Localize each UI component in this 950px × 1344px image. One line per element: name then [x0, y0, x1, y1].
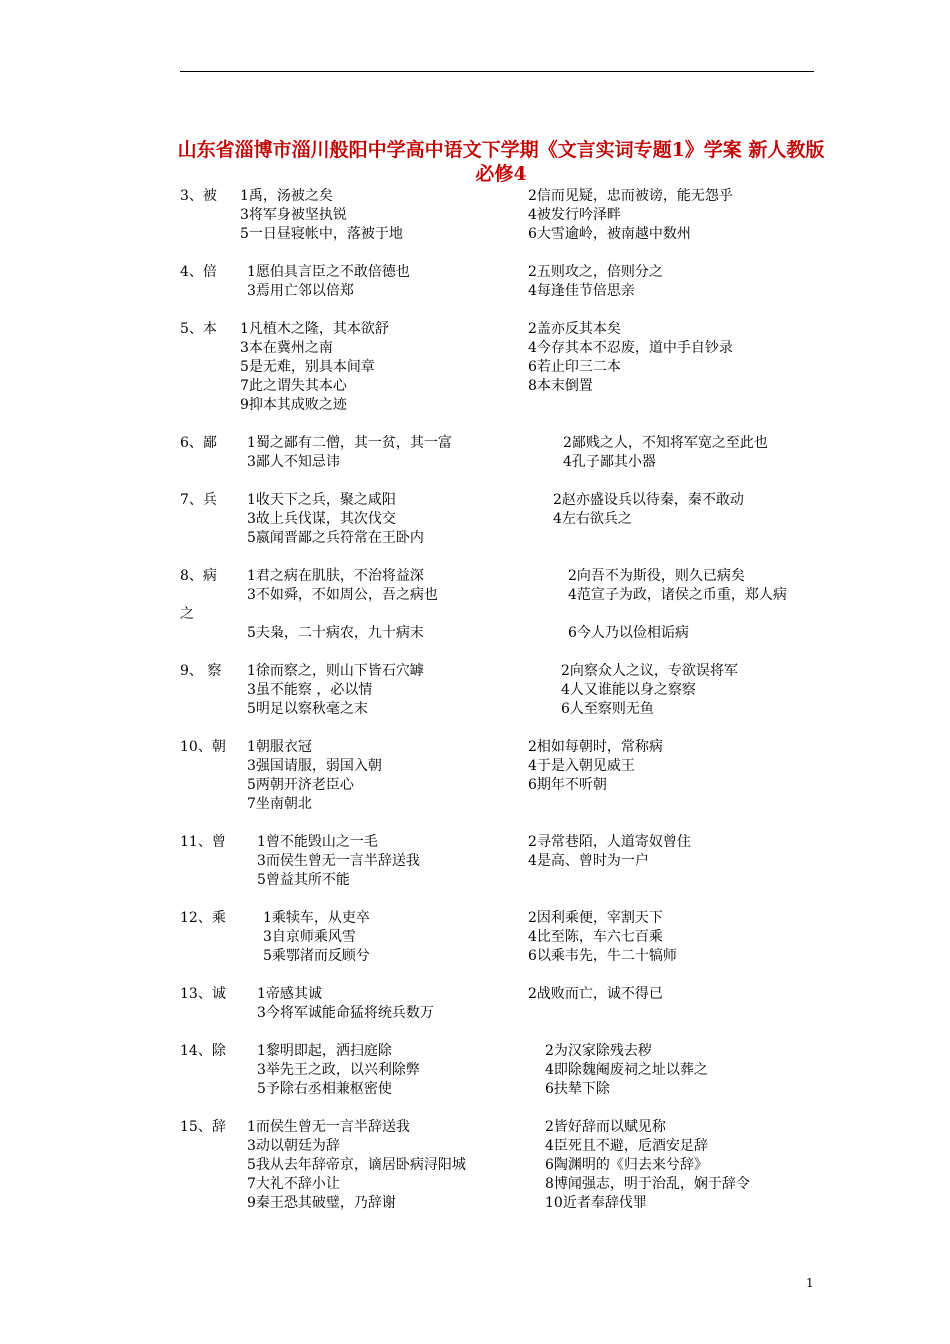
- example-right: 2向察众人之议，专欲误将军: [561, 663, 738, 679]
- example-right: 6若止印三二本: [528, 359, 621, 375]
- entry-headword: 15、辞: [180, 1119, 226, 1135]
- entry-line: [0, 852, 950, 871]
- example-right: 2战败而亡，诚不得已: [528, 986, 663, 1002]
- example-left: 1君之病在肌肤，不治将益深: [247, 568, 424, 584]
- entry-line: [0, 1175, 950, 1194]
- example-left: 1凡植木之隆，其本欲舒: [240, 321, 389, 337]
- example-right: 6今人乃以俭相诟病: [568, 625, 689, 641]
- example-left: 3强国请服，弱国入朝: [247, 758, 382, 774]
- example-left: 9秦王恐其破璧，乃辞谢: [247, 1195, 396, 1211]
- example-left: 7大礼不辞小让: [247, 1176, 340, 1192]
- example-left: 1徐而察之，则山下皆石穴罅: [247, 663, 424, 679]
- example-left: 3鄙人不知忌讳: [247, 454, 340, 470]
- example-right: 6陶渊明的《归去来兮辞》: [545, 1157, 708, 1173]
- example-right: 4于是入朝见威王: [528, 758, 635, 774]
- example-right: 2赵亦盛设兵以待秦，秦不敢动: [553, 492, 744, 508]
- entry-line: [0, 453, 950, 472]
- entry-headword: 5、本: [180, 321, 217, 337]
- entry-line: [0, 738, 950, 757]
- example-left: 3将军身被坚执锐: [240, 207, 347, 223]
- entry-line: [0, 187, 950, 206]
- entry-line: [0, 491, 950, 510]
- example-left: 3不如舜，不如周公，吾之病也: [247, 587, 438, 603]
- example-left: 1禹，汤被之矣: [240, 188, 333, 204]
- example-right: 4即除魏阉废祠之址以葬之: [545, 1062, 708, 1078]
- example-left: 3焉用亡邻以倍郑: [247, 283, 354, 299]
- example-right: 2因利乘便，宰割天下: [528, 910, 663, 926]
- example-left: 1蜀之鄙有二僧，其一贫，其一富: [247, 435, 452, 451]
- entry-line: [0, 358, 950, 377]
- example-left: 3举先王之政，以兴利除弊: [257, 1062, 420, 1078]
- example-left: 1而侯生曾无一言半辞送我: [247, 1119, 410, 1135]
- entry-line: [0, 909, 950, 928]
- example-right: 2向吾不为斯役，则久已病矣: [568, 568, 745, 584]
- example-right: 4每逢佳节倍思亲: [528, 283, 635, 299]
- word-entry: [0, 833, 950, 890]
- example-right: 4人又谁能以身之察察: [561, 682, 696, 698]
- example-left: 5夫枭，二十病农，九十病末: [247, 625, 424, 641]
- entry-line: [0, 1080, 950, 1099]
- word-entry: [0, 738, 950, 814]
- example-left: 1朝服衣冠: [247, 739, 312, 755]
- entry-line: [0, 662, 950, 681]
- example-right: 2为汉家除残去秽: [545, 1043, 652, 1059]
- entry-headword: 4、倍: [180, 264, 217, 280]
- example-right: 6期年不听朝: [528, 777, 607, 793]
- entry-line: [0, 396, 950, 415]
- example-right: 2盖亦反其本矣: [528, 321, 621, 337]
- entry-headword: 10、朝: [180, 739, 226, 755]
- entry-line: [0, 1061, 950, 1080]
- entry-line: [0, 1004, 950, 1023]
- entry-headword: 9、 察: [180, 663, 222, 679]
- entry-line: [0, 776, 950, 795]
- example-right: 6以乘韦先，牛二十犒师: [528, 948, 677, 964]
- entry-line: [0, 282, 950, 301]
- entry-line: [0, 434, 950, 453]
- example-left: 3而侯生曾无一言半辞送我: [257, 853, 420, 869]
- entry-line: [0, 567, 950, 586]
- word-entry: [0, 320, 950, 415]
- example-right: 8本末倒置: [528, 378, 593, 394]
- entry-headword: 8、病: [180, 568, 217, 584]
- example-right: 2皆好辞而以赋见称: [545, 1119, 666, 1135]
- example-right: 6扶辇下除: [545, 1081, 610, 1097]
- entry-headword: 13、诚: [180, 986, 226, 1002]
- example-left: 5是无难，别具本间章: [240, 359, 375, 375]
- example-right: 2相如每朝时，常称病: [528, 739, 663, 755]
- example-left: 3自京师乘风雪: [263, 929, 356, 945]
- word-entry: [0, 434, 950, 472]
- example-left: 1帝感其诚: [257, 986, 322, 1002]
- page-number: 1: [806, 1276, 814, 1290]
- entry-line: [0, 339, 950, 358]
- word-entry: [0, 491, 950, 548]
- word-entry: [0, 1118, 950, 1213]
- entry-line: [0, 225, 950, 244]
- entry-line: [0, 263, 950, 282]
- entry-line: [0, 700, 950, 719]
- example-left: 1愿伯具言臣之不敢倍德也: [247, 264, 410, 280]
- example-right: 2信而见疑，忠而被谤，能无怨乎: [528, 188, 733, 204]
- example-left: 1黎明即起，洒扫庭除: [257, 1043, 392, 1059]
- example-left: 1曾不能毁山之一毛: [257, 834, 378, 850]
- example-right: 10近者奉辞伐罪: [545, 1195, 647, 1211]
- example-left: 9抑本其成败之迹: [240, 397, 347, 413]
- example-right: 2鄙贱之人，不知将军宽之至此也: [563, 435, 768, 451]
- entry-headword: 6、鄙: [180, 435, 217, 451]
- example-left: 5乘鄂渚而反顾兮: [263, 948, 370, 964]
- word-entry: [0, 909, 950, 966]
- example-left: 3今将军诚能命猛将统兵数万: [257, 1005, 434, 1021]
- entry-line: [0, 1137, 950, 1156]
- word-entry: [0, 187, 950, 244]
- example-left: 5一日昼寝帐中，落被于地: [240, 226, 403, 242]
- example-right: 6大雪逾岭，被南越中数州: [528, 226, 691, 242]
- entry-headword: 12、乘: [180, 910, 226, 926]
- entry-line: [0, 681, 950, 700]
- example-left: 5曾益其所不能: [257, 872, 350, 888]
- word-entry: [0, 1042, 950, 1099]
- entry-line: [0, 928, 950, 947]
- entry-continuation: 之: [180, 606, 194, 622]
- entry-line: [0, 1156, 950, 1175]
- example-right: 8博闻强志，明于治乱，娴于辞令: [545, 1176, 750, 1192]
- entry-line: [0, 1118, 950, 1137]
- example-right: 4孔子鄙其小器: [563, 454, 656, 470]
- example-right: 2五则攻之，倍则分之: [528, 264, 663, 280]
- entry-line: [0, 1194, 950, 1213]
- word-entry: [0, 263, 950, 301]
- example-right: 6人至察则无鱼: [561, 701, 654, 717]
- entry-line: [0, 624, 950, 643]
- example-right: 4臣死且不避，卮酒安足辞: [545, 1138, 708, 1154]
- example-left: 7坐南朝北: [247, 796, 312, 812]
- entry-line: [0, 947, 950, 966]
- entry-headword: 11、曾: [180, 834, 226, 850]
- example-right: 4是高、曾时为一户: [528, 853, 649, 869]
- word-entry: [0, 662, 950, 719]
- entry-line: [0, 605, 950, 624]
- entry-line: [0, 795, 950, 814]
- example-left: 3动以朝廷为辞: [247, 1138, 340, 1154]
- entry-headword: 3、被: [180, 188, 217, 204]
- example-left: 5两朝开济老臣心: [247, 777, 354, 793]
- example-left: 1乘犊车，从吏卒: [263, 910, 370, 926]
- example-left: 7此之谓失其本心: [240, 378, 347, 394]
- entry-line: [0, 871, 950, 890]
- example-right: 4范宣子为政，诸侯之币重，郑人病: [568, 587, 787, 603]
- example-right: 4左右欲兵之: [553, 511, 632, 527]
- entry-line: [0, 377, 950, 396]
- example-right: 4今存其本不忍废，道中手自钞录: [528, 340, 733, 356]
- entry-line: [0, 320, 950, 339]
- example-left: 5嬴闻晋鄙之兵符常在王卧内: [247, 530, 424, 546]
- word-entry: [0, 985, 950, 1023]
- example-right: 4被发行吟泽畔: [528, 207, 621, 223]
- entry-headword: 7、兵: [180, 492, 217, 508]
- example-left: 5明足以察秋毫之末: [247, 701, 368, 717]
- example-left: 5予除右丞相兼枢密使: [257, 1081, 392, 1097]
- example-left: 3故上兵伐谋，其次伐交: [247, 511, 396, 527]
- example-right: 4比至陈，车六七百乘: [528, 929, 663, 945]
- example-left: 5我从去年辞帝京，谪居卧病浔阳城: [247, 1157, 466, 1173]
- word-entry: [0, 567, 950, 643]
- entry-line: [0, 586, 950, 605]
- word-entries-list: [0, 187, 950, 1232]
- page-title: 山东省淄博市淄川般阳中学高中语文下学期《文言实词专题1》学案 新人教版必修4: [177, 139, 825, 185]
- example-left: 3虽不能察 ，必以情: [247, 682, 373, 698]
- example-left: 3本在冀州之南: [240, 340, 333, 356]
- entry-line: [0, 1042, 950, 1061]
- entry-line: [0, 833, 950, 852]
- example-right: 2寻常巷陌，人道寄奴曾住: [528, 834, 691, 850]
- entry-line: [0, 529, 950, 548]
- entry-line: [0, 206, 950, 225]
- entry-line: [0, 510, 950, 529]
- entry-line: [0, 985, 950, 1004]
- header-rule: [180, 71, 814, 72]
- entry-headword: 14、除: [180, 1043, 226, 1059]
- example-left: 1收天下之兵，聚之咸阳: [247, 492, 396, 508]
- entry-line: [0, 757, 950, 776]
